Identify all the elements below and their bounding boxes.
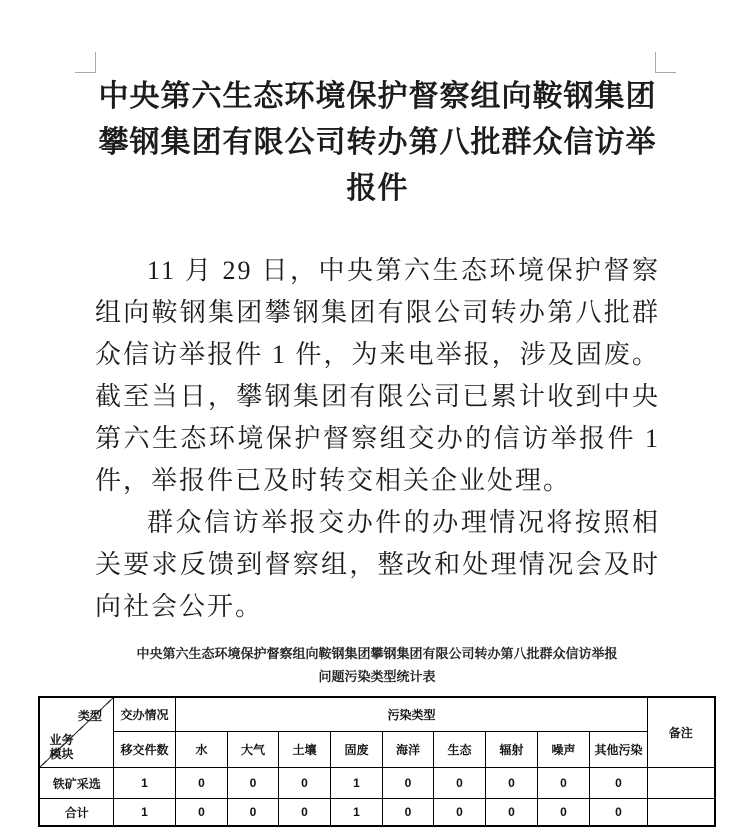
row-label-cell: 合计 [39,799,113,827]
value-cell: 0 [382,768,433,799]
value-cell: 1 [330,799,382,827]
subheader-cell-noise: 噪声 [537,732,589,768]
document-title-line: 中央第六生态环境保护督察组向鞍钢集团 [98,80,657,113]
subheader-cell-ecology: 生态 [433,732,485,768]
table-header-row-1 [39,697,714,732]
pollution-type-stats-table [38,696,715,827]
value-cell: 1 [113,768,175,799]
table-caption [0,642,754,688]
value-cell: 0 [227,768,278,799]
value-cell: 0 [485,768,537,799]
document-title [95,74,660,212]
header-cell-remark: 备注 [648,697,715,768]
value-cell: 0 [227,799,278,827]
value-cell: 0 [589,799,647,827]
text-boundary-corner-icon [655,52,676,73]
corner-type-label: 类型 [77,709,102,723]
value-cell: 0 [433,799,485,827]
row-label-cell: 铁矿采选 [39,768,113,799]
corner-module-label-line: 模块 [49,747,74,761]
value-cell: 0 [175,799,227,827]
document-title-line: 报件 [346,172,409,205]
subheader-cell-transfer-count: 移交件数 [113,732,175,768]
value-cell: 1 [330,768,382,799]
subheader-cell-ocean: 海洋 [382,732,433,768]
value-cell: 0 [433,768,485,799]
value-cell: 0 [175,768,227,799]
subheader-cell-soil: 土壤 [278,732,330,768]
table-row [39,799,714,827]
header-cell-handover: 交办情况 [113,697,175,732]
table-header-row-2 [39,732,714,768]
corner-module-label [49,733,73,761]
value-cell: 0 [485,799,537,827]
value-cell: 0 [278,799,330,827]
value-cell: 0 [382,799,433,827]
subheader-cell-water: 水 [175,732,227,768]
document-title-line: 攀钢集团有限公司转办第八批群众信访举 [98,126,657,159]
subheader-cell-other: 其他污染 [589,732,647,768]
value-cell: 0 [537,768,589,799]
header-cell-pollution-type: 污染类型 [175,697,647,732]
table-caption-line: 问题污染类型统计表 [318,669,436,684]
subheader-cell-solid-waste: 固废 [330,732,382,768]
value-cell: 0 [589,768,647,799]
body-paragraph-2: 群众信访举报交办件的办理情况将按照相关要求反馈到督察组，整改和处理情况会及时向社会公开。 [95,508,660,621]
remark-cell [648,799,715,827]
corner-header-cell [39,697,113,768]
value-cell: 0 [537,799,589,827]
remark-cell [648,768,715,799]
table-row [39,768,714,799]
table-caption-line: 中央第六生态环境保护督察组向鞍钢集团攀钢集团有限公司转办第八批群众信访举报 [136,646,618,661]
value-cell: 1 [113,799,175,827]
value-cell: 0 [278,768,330,799]
body-paragraph-1: 11 月 29 日，中央第六生态环境保护督察组向鞍钢集团攀钢集团有限公司转办第八批群众信访举报件 1 件，为来电举报，涉及固废。截至当日，攀钢集团有限公司已累计收到中央第六生态环境保护督察组交办的信访举报件 1 件，举报件已及时转交相关企业处理。 [95,256,660,495]
subheader-cell-air: 大气 [227,732,278,768]
subheader-cell-radiation: 辐射 [485,732,537,768]
text-boundary-corner-icon [75,52,96,73]
corner-module-label-line: 业务 [49,733,74,747]
